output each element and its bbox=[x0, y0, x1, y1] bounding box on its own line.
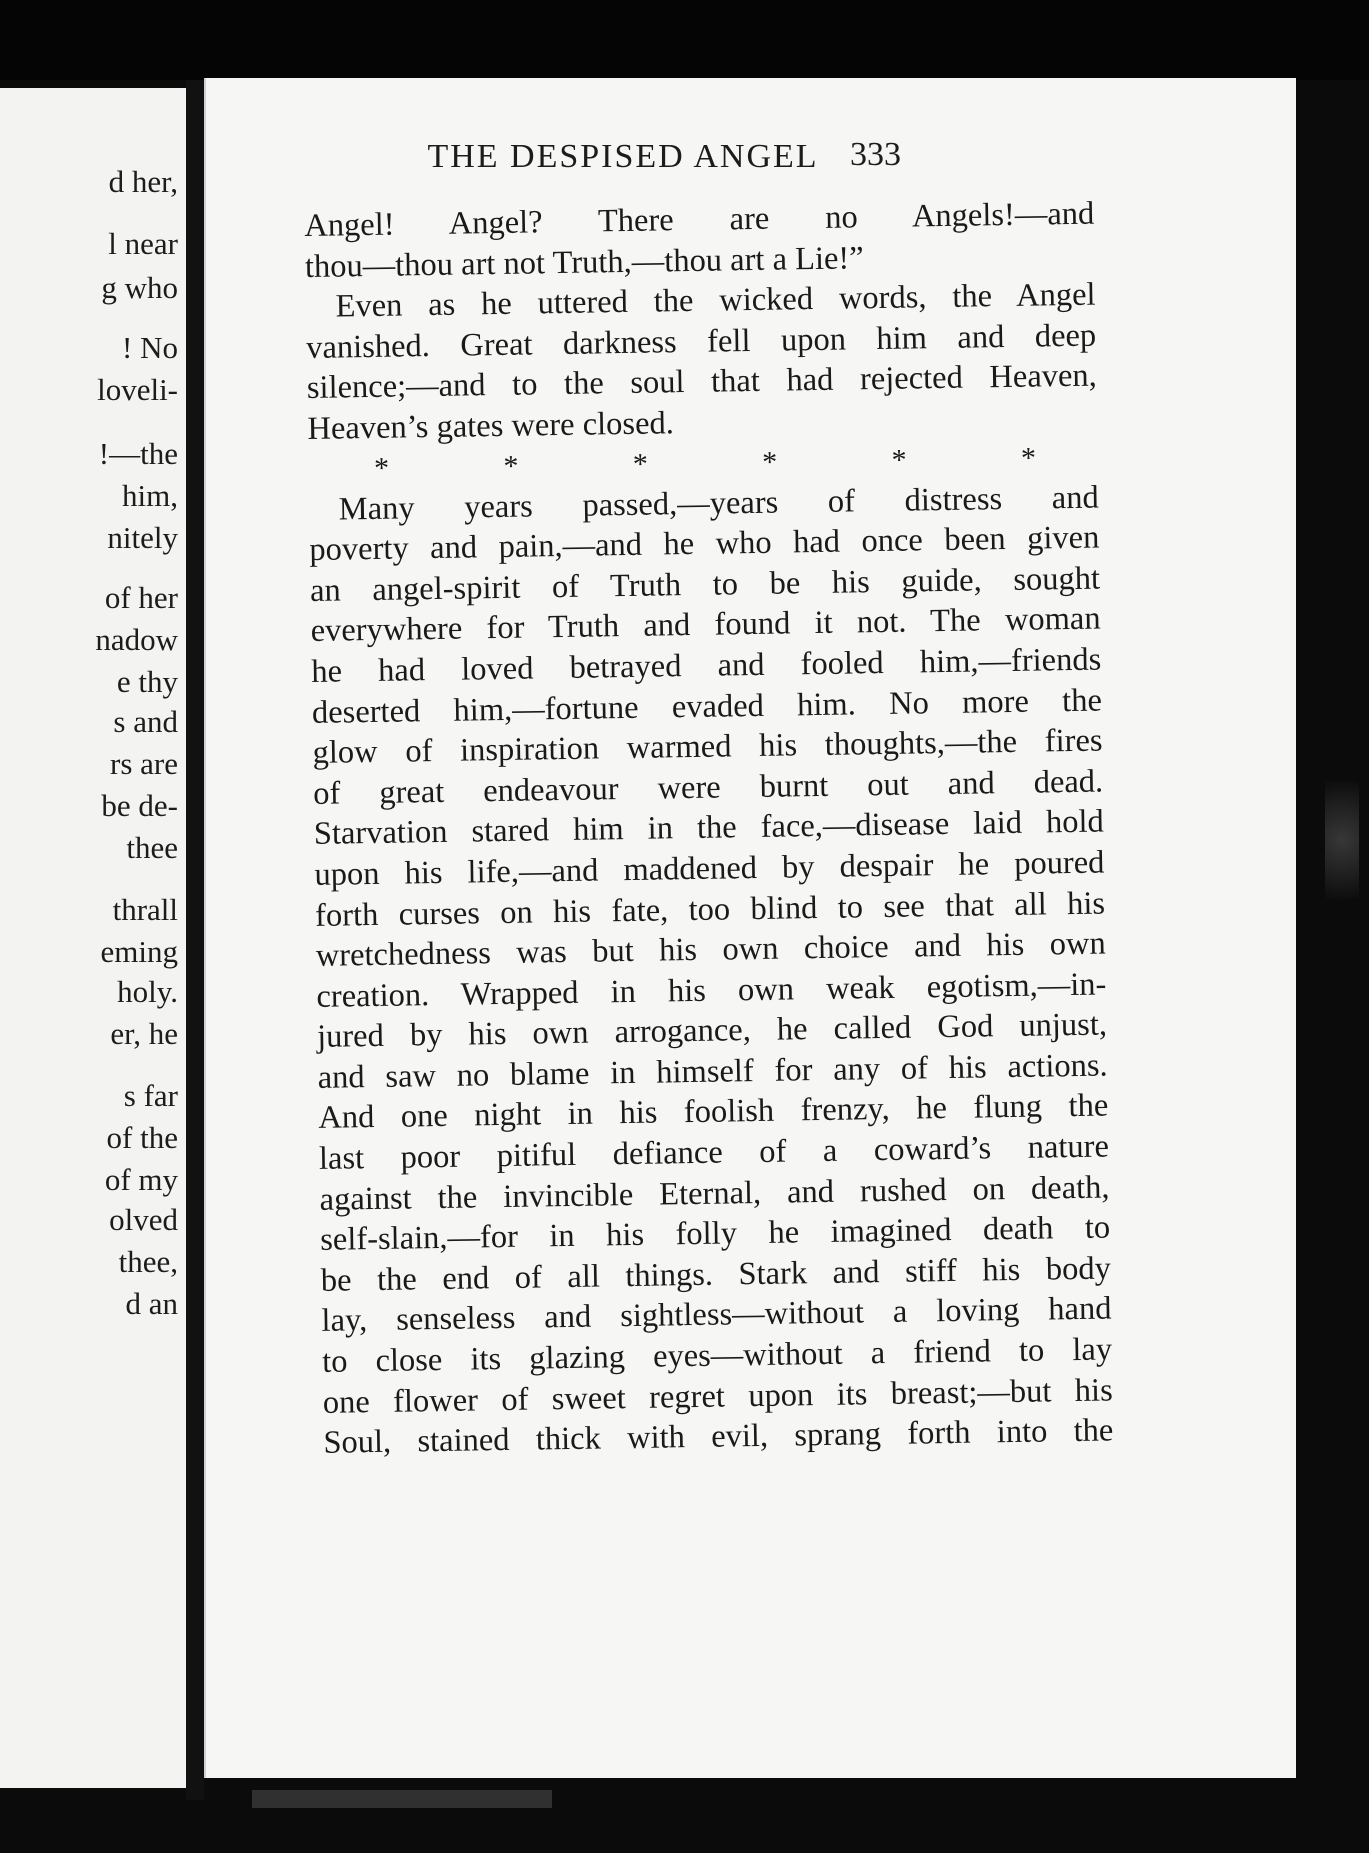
text-line: Angel! Angel? There are no Angels!—and bbox=[304, 195, 1095, 244]
scan-artifact-bottom bbox=[252, 1790, 552, 1808]
text-line: poverty and pain,—and he who had once been given bbox=[309, 519, 1100, 569]
left-page-line: thrall bbox=[112, 892, 178, 927]
text-line: Soul, stained thick with evil, sprang forth into the bbox=[323, 1412, 1114, 1462]
text-line: of great endeavour were burnt out and dead. bbox=[312, 763, 1104, 812]
left-page-line: eming bbox=[100, 934, 178, 969]
text-line: self-slain,—for in his folly he imagined death to bbox=[319, 1209, 1111, 1259]
text-line: wretchedness was but his own choice and his own bbox=[315, 925, 1106, 974]
left-page-line: olved bbox=[109, 1202, 178, 1237]
left-page-line: holy. bbox=[117, 974, 178, 1009]
text-line: lay, senseless and sightless—without a loving hand bbox=[321, 1290, 1112, 1340]
left-page-line: thee, bbox=[118, 1244, 178, 1279]
text-line: silence;—and to the soul that had rejected Heaven, bbox=[306, 357, 1098, 407]
text-line: Starvation stared him in the face,—disease laid hold bbox=[313, 803, 1105, 853]
book-gutter bbox=[186, 80, 204, 1800]
left-page-line: nadow bbox=[95, 622, 178, 657]
left-page-line: of her bbox=[104, 580, 178, 615]
left-page-line: be de- bbox=[101, 788, 178, 823]
asterism-star: * bbox=[503, 449, 519, 483]
left-page-line: loveli- bbox=[97, 372, 178, 407]
text-line: creation. Wrapped in his own weak egotism,—in- bbox=[316, 966, 1107, 1015]
right-page-body bbox=[204, 0, 1294, 1853]
left-page-line: e thy bbox=[116, 664, 178, 699]
text-line: one flower of sweet regret upon its breast;—but his bbox=[322, 1372, 1113, 1421]
left-page bbox=[0, 88, 186, 1788]
text-line: Even as he uttered the wicked words, the Angel bbox=[335, 276, 1096, 325]
text-line: forth curses on his fate, too blind to see that all his bbox=[314, 885, 1106, 934]
running-head: THE DESPISED ANGEL bbox=[427, 138, 819, 175]
left-page-line: er, he bbox=[110, 1016, 178, 1051]
left-page-line: s far bbox=[123, 1078, 178, 1113]
scan-artifact bbox=[1325, 780, 1359, 900]
text-line: be the end of all things. Stark and stiff his body bbox=[320, 1250, 1112, 1299]
text-line: deserted him,—fortune evaded him. No more the bbox=[311, 682, 1103, 731]
asterism-star: * bbox=[373, 451, 390, 485]
left-page-line: thee bbox=[126, 830, 178, 865]
text-line: Heaven’s gates were closed. bbox=[307, 405, 675, 447]
text-line: to close its glazing eyes—without a friend to lay bbox=[321, 1331, 1113, 1380]
text-line: Many years passed,—years of distress and bbox=[338, 479, 1099, 528]
text-line: last poor pitiful defiance of a coward’s nature bbox=[318, 1128, 1110, 1177]
text-line: thou—thou art not Truth,—thou art a Lie!” bbox=[304, 239, 864, 285]
text-line: vanished. Great darkness fell upon him and deep bbox=[305, 317, 1097, 366]
left-page-line: nitely bbox=[107, 520, 178, 555]
text-line: and saw no blame in himself for any of his actions. bbox=[317, 1047, 1108, 1096]
asterism-star: * bbox=[632, 447, 649, 481]
text-line: an angel-spirit of Truth to be his guide, sought bbox=[309, 560, 1101, 609]
page-text bbox=[304, 194, 1114, 1464]
asterism-star: * bbox=[761, 445, 778, 479]
left-page-line: s and bbox=[113, 704, 178, 739]
left-page-line: g who bbox=[101, 270, 178, 305]
paragraph-after-break bbox=[308, 477, 1113, 1464]
left-page-line: d her, bbox=[108, 164, 178, 199]
left-page-line: l near bbox=[108, 226, 178, 261]
left-page-line: of the bbox=[106, 1120, 178, 1155]
paragraphs-before-break bbox=[304, 194, 1098, 450]
text-line: upon his life,—and maddened by despair he poured bbox=[314, 844, 1105, 893]
page-number: 333 bbox=[850, 136, 901, 173]
text-line: And one night in his foolish frenzy, he flung the bbox=[318, 1087, 1109, 1137]
left-page-line: rs are bbox=[110, 746, 178, 781]
left-page-line: him, bbox=[122, 478, 178, 513]
left-page-line: d an bbox=[125, 1286, 178, 1321]
asterism-star: * bbox=[891, 443, 907, 477]
text-line: jured by his own arrogance, he called God unjust, bbox=[316, 1006, 1108, 1056]
left-page-line: !—the bbox=[98, 436, 178, 471]
left-page-line: ! No bbox=[122, 330, 178, 365]
asterism-star: * bbox=[1020, 441, 1037, 475]
text-line: against the invincible Eternal, and rushed on death, bbox=[319, 1169, 1110, 1218]
text-line: he had loved betrayed and fooled him,—friends bbox=[311, 641, 1102, 690]
text-line: everywhere for Truth and found it not. The woman bbox=[310, 600, 1101, 650]
left-page-line: of my bbox=[104, 1162, 178, 1197]
text-line: glow of inspiration warmed his thoughts,—the fires bbox=[312, 722, 1103, 772]
